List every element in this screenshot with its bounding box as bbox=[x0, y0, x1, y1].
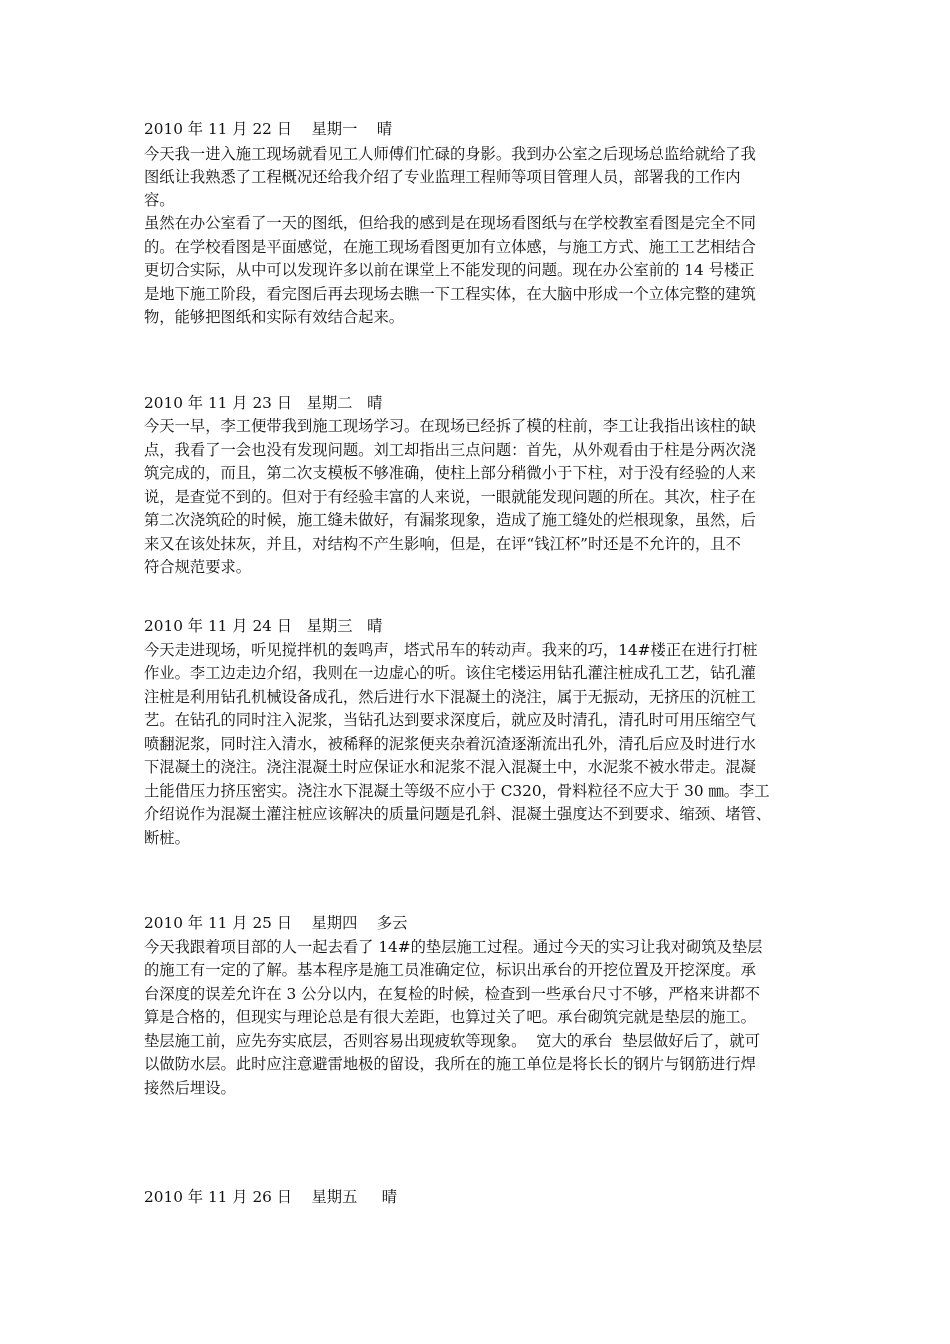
entry-text-line: 点，我看了一会也没有发现问题。刘工却指出三点问题：首先，从外观看由于柱是分两次浇 bbox=[144, 441, 756, 459]
entry-text-line: 土能借压力挤压密实。浇注水下混凝土等级不应小于 C320，骨料粒径不应大于 30 ㎜。李工 bbox=[144, 782, 770, 800]
entry-text-line: 以做防水层。此时应注意避雷地极的留设，我所在的施工单位是将长长的钢片与钢筋进行焊 bbox=[144, 1055, 756, 1073]
entry-text-line: 说，是查觉不到的。但对于有经验丰富的人来说，一眼就能发现问题的所在。其次，柱子在 bbox=[144, 488, 756, 506]
entry-text-line: 物，能够把图纸和实际有效结合起来。 bbox=[144, 308, 405, 326]
entry-text-line: 断桩。 bbox=[144, 829, 190, 847]
entry-text-line: 虽然在办公室看了一天的图纸，但给我的感到是在现场看图纸与在学校教室看图是完全不同 bbox=[144, 214, 756, 232]
entry-text-line: 介绍说作为混凝土灌注桩应该解决的质量问题是孔斜、混凝土强度达不到要求、缩颈、堵管、 bbox=[144, 805, 772, 823]
entry-text-line: 艺。在钻孔的同时注入泥浆，当钻孔达到要求深度后，就应及时清孔，清孔时可用压缩空气 bbox=[144, 711, 756, 729]
entry-date-line: 2010 年 11 月 24 日 星期三 晴 bbox=[144, 617, 383, 635]
entry-text-line: 的。在学校看图是平面感觉，在施工现场看图更加有立体感，与施工方式、施工工艺相结合 bbox=[144, 238, 756, 256]
entry-text-line: 喷翻泥浆，同时注入清水，被稀释的泥浆便夹杂着沉渣逐渐流出孔外，清孔后应及时进行水 bbox=[144, 735, 756, 753]
entry-date-line: 2010 年 11 月 25 日 星期四 多云 bbox=[144, 914, 408, 932]
entry-text-line: 台深度的误差允许在 3 公分以内，在复检的时候，检查到一些承台尺寸不够，严格来讲都不 bbox=[144, 985, 761, 1003]
entry-text-line: 下混凝土的浇注。浇注混凝土时应保证水和泥浆不混入混凝土中，水泥浆不被水带走。混凝 bbox=[144, 758, 756, 776]
entry-text-line: 今天我一进入施工现场就看见工人师傅们忙碌的身影。我到办公室之后现场总监给就给了我 bbox=[144, 145, 756, 163]
entry-text-line: 第二次浇筑砼的时候，施工缝未做好，有漏浆现象，造成了施工缝处的烂根现象，虽然，后 bbox=[144, 511, 756, 529]
entry-text-line: 的施工有一定的了解。基本程序是施工员准确定位，标识出承台的开挖位置及开挖深度。承 bbox=[144, 961, 756, 979]
entry-text-line: 注桩是利用钻孔机械设备成孔，然后进行水下混凝土的浇注，属于无振动，无挤压的沉桩工 bbox=[144, 688, 756, 706]
entry-text-line: 今天走进现场，听见搅拌机的轰鸣声，塔式吊车的转动声。我来的巧，14#楼正在进行打桩 bbox=[144, 641, 758, 659]
entry-text-line: 容。 bbox=[144, 191, 175, 209]
entry-date-line: 2010 年 11 月 26 日 星期五 晴 bbox=[144, 1188, 398, 1206]
entry-text-line: 符合规范要求。 bbox=[144, 558, 252, 576]
entry-text-line: 筑完成的，而且，第二次支模板不够准确，使柱上部分稍微小于下柱，对于没有经验的人来 bbox=[144, 464, 756, 482]
entry-text-line: 接然后埋设。 bbox=[144, 1079, 236, 1097]
entry-text-line: 图纸让我熟悉了工程概况还给我介绍了专业监理工程师等项目管理人员，部署我的工作内 bbox=[144, 168, 741, 186]
entry-text-line: 算是合格的，但现实与理论总是有很大差距，也算过关了吧。承台砌筑完就是垫层的施工。 bbox=[144, 1008, 756, 1026]
entry-text-line: 今天我跟着项目部的人一起去看了 14#的垫层施工过程。通过今天的实习让我对砌筑及垫层 bbox=[144, 938, 763, 956]
entry-text-line: 垫层施工前，应先夯实底层，否则容易出现疲软等现象。 宽大的承台 垫层做好后了，就可 bbox=[144, 1032, 761, 1050]
entry-date-line: 2010 年 11 月 23 日 星期二 晴 bbox=[144, 394, 383, 412]
entry-date-line: 2010 年 11 月 22 日 星期一 晴 bbox=[144, 120, 393, 138]
entry-text-line: 今天一早，李工便带我到施工现场学习。在现场已经拆了模的柱前，李工让我指出该柱的缺 bbox=[144, 417, 756, 435]
entry-text-line: 是地下施工阶段，看完图后再去现场去瞧一下工程实体，在大脑中形成一个立体完整的建筑 bbox=[144, 285, 756, 303]
entry-text-line: 来又在该处抹灰，并且，对结构不产生影响，但是，在评“钱江杯”时还是不允许的，且不 bbox=[144, 535, 741, 553]
entry-text-line: 更切合实际，从中可以发现许多以前在课堂上不能发现的问题。现在办公室前的 14 号楼正 bbox=[144, 261, 755, 279]
entry-text-line: 作业。李工边走边介绍，我则在一边虚心的听。该住宅楼运用钻孔灌注桩成孔工艺，钻孔灌 bbox=[144, 664, 756, 682]
